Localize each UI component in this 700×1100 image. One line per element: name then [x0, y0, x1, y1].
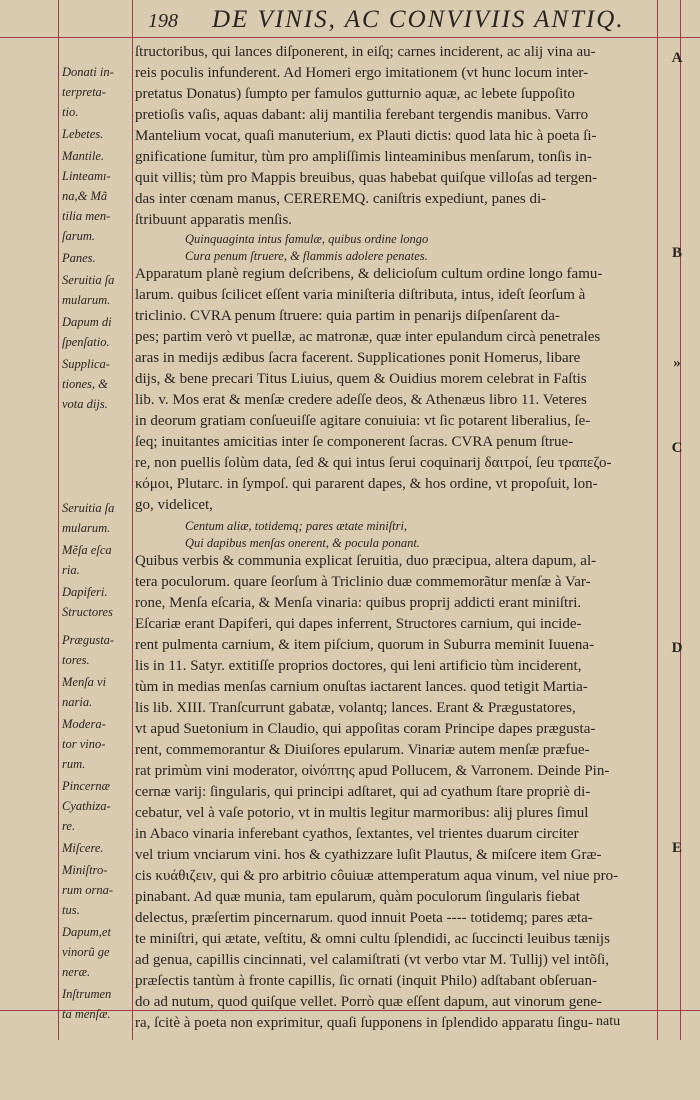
text-line: go, videlicet, — [135, 497, 213, 513]
text-line: quit villis; tùm pro Mappis breuibus, quas habebat quiſque villoſas ad tergen- — [135, 170, 598, 186]
margin-note: Dapum,et — [62, 925, 111, 939]
margin-note: tilia men- — [62, 209, 111, 223]
margin-note: Structores — [62, 605, 113, 619]
text-line: reis poculis infunderent. Ad Homeri ergo imitationem (vt hunc locum inter- — [135, 65, 589, 81]
text-line: Eſcariæ erant Dapiferi, qui dapes inferrent, Structores carnium, qui incide- — [135, 616, 582, 632]
text-line: cernæ varij: ſingularis, qui principi adſtaret, qui ad cyathum ſtare propriè di- — [135, 784, 591, 800]
text-line: lib. v. Mos erat & menſæ credere adeſſe deos, & Athenæus libro 11. Veteres — [135, 392, 587, 408]
text-right-rule — [657, 0, 658, 1040]
margin-note: Seruitia ſa — [62, 501, 115, 515]
text-line: tera poculorum. quare ſeorſum à Triclinio duæ commemorãtur menſæ à Var- — [135, 574, 591, 590]
text-line: ra, ſcitè à poeta non exprimitur, quaſi ſupponens in ſplendido apparatu ſingu- — [135, 1015, 594, 1031]
text-line: das inter cœnam manus, CEREREMQ. caniſtris expediunt, panes di- — [135, 191, 547, 207]
margin-note: rum. — [62, 757, 86, 771]
text-line: vel trium vnciarum vini. hos & cyathizzare luſit Plautus, & miſcere item Græ- — [135, 847, 602, 863]
text-line: re, non puellis ſolùm data, ſed & qui intus ſerui coquinarij δαιτροί, ſeu τραπεζο- — [135, 455, 612, 471]
margin-note: ſarum. — [62, 229, 95, 243]
margin-note: Mẽſa eſca — [62, 543, 112, 557]
text-line: præſectis tantùm à fronte capillis, ſic ornati (inquit Philo) adſtabant obſeruan- — [135, 973, 597, 989]
margin-note: Dapiferi. — [62, 585, 108, 599]
margin-note: Supplica- — [62, 357, 110, 371]
text-line: ad genua, capillis cincinnati, vel calamiſtrati (vt verbo vtar M. Tullij) vel intõſi, — [135, 952, 610, 968]
margin-note: tus. — [62, 903, 80, 917]
margin-note: Pincernæ — [62, 779, 110, 793]
text-line: rone, Menſa eſcaria, & Menſa vinaria: quibus proprij addicti erant miniſtri. — [135, 595, 582, 611]
margin-note: Panes. — [62, 251, 96, 265]
margin-note: Inſtrumen — [62, 987, 112, 1001]
text-line: larum. quibus ſcilicet eſſent varia miniſteria diſtributa, intus, ideſt ſeorſum à — [135, 287, 586, 303]
margin-note: rum orna- — [62, 883, 114, 897]
verse-line: Qui dapibus menſas onerent, & pocula ponant. — [185, 536, 420, 550]
text-line: pes; partim verò vt puellæ, ac matronæ, quæ inter epulandum circà penetrales — [135, 329, 601, 345]
outer-right-rule — [680, 0, 681, 1040]
text-line: cebatur, vel à vaſe potorio, vt in multis legitur marmoribus: alij plures ſimul — [135, 805, 589, 821]
text-line: Apparatum planè regium deſcribens, & delicioſum cultum ordine longo famu- — [135, 266, 603, 282]
header-rule — [0, 37, 700, 38]
text-line: tùm in medias menſas carnium onuſtas iactarent lances. quod tetigit Martia- — [135, 679, 588, 695]
text-line: te miniſtri, qui ætate, veſtitu, & omni cultu ſplendidi, ac ſuccincti leuibus tænijs — [135, 931, 610, 947]
text-line: κόμοι, Plutarc. in ſympoſ. qui pararent dapes, & hos ordine, vt propoſuit, lon- — [135, 476, 598, 492]
text-line: cis κυάθιζειν, qui & pro arbitrio côuiuæ attemperatum aqua vinum, vel niue pro- — [135, 868, 619, 884]
text-line: gnificatione ſumitur, tùm pro ampliſſimis linteaminibus menſarum, tonſis in- — [135, 149, 592, 165]
margin-note: na,& Mã — [62, 189, 108, 203]
margin-note: Miniſtro- — [62, 863, 108, 877]
text-line: dijs, & bene precari Titus Liuius, quem & Ouidius morem celebrat in Faſtis — [135, 371, 587, 387]
margin-note: vinorũ ge — [62, 945, 110, 959]
text-line: in deorum gratiam conſueuiſſe agitare conuiuia: vt ſic potarent liberalius, ſe- — [135, 413, 591, 429]
margin-note: vota dijs. — [62, 397, 108, 411]
verse-line: Cura penum ſtruere, & flammis adolere penates. — [185, 249, 428, 263]
text-line: pretatus Donatus) ſumpto per famulos gutturnio aquæ, ac lebete ſuppoſito — [135, 86, 575, 102]
text-line: triclinio. CVRA penum ſtruere: quia partim in penarijs diſpenſarent da- — [135, 308, 560, 324]
text-line: ſtribuunt apparatis menſis. — [135, 212, 293, 228]
catchword: natu — [596, 1014, 621, 1029]
text-line: rat primùm vini moderator, οἰνόπτης apud Pollucem, & Varronem. Deinde Pin- — [135, 763, 610, 779]
text-line: lis in 11. Satyr. extitiſſe proprios doctores, qui leni artificio tùm inciderent, — [135, 658, 582, 674]
margin-note: ta menſæ. — [62, 1007, 111, 1021]
margin-note: Seruitia ſa — [62, 273, 115, 287]
section-letter-d: D — [671, 640, 683, 656]
margin-note: Menſa vi — [62, 675, 107, 689]
left-margin-rule — [58, 0, 59, 1040]
inner-column-rule — [132, 0, 133, 1040]
margin-note: Miſcere. — [62, 841, 104, 855]
margin-note: mularum. — [62, 521, 111, 535]
text-line: delectus, præſertim pincernarum. quod innuit Poeta ---- totidemq; pares æta- — [135, 910, 593, 926]
text-line: Quibus verbis & communia explicat ſeruitia, duo præcipua, altera dapum, al- — [135, 553, 597, 569]
margin-note: ria. — [62, 563, 80, 577]
section-letter-c: C — [671, 440, 683, 456]
margin-note: Lebetes. — [62, 127, 104, 141]
running-head: DE VINIS, AC CONVIVIIS ANTIQ. — [212, 6, 625, 33]
verse-line: Quinquaginta intus famulæ, quibus ordine longo — [185, 232, 429, 246]
text-line: in Abaco vinaria inferebant cyathos, ſextantes, vel trientes duarum circiter — [135, 826, 579, 842]
text-line: ſtructoribus, qui lances diſponerent, in eiſq; carnes inciderent, ac alij vina au- — [135, 44, 596, 60]
text-line: Mantelium vocat, quaſi manuterium, ex Plauti dictis: quod lata hic à poeta ſi- — [135, 128, 597, 144]
margin-note: tio. — [62, 105, 79, 119]
page-header — [0, 0, 700, 40]
margin-note: Dapum di — [62, 315, 112, 329]
margin-note: Linteamı- — [62, 169, 111, 183]
text-line: lis lib. XIII. Tranſcurrunt gabatæ, volantq; lances. Erant & Prægustatores, — [135, 700, 576, 716]
text-line: vt apud Suetonium in Claudio, qui appoſitas coram Principe dapes prægusta- — [135, 721, 596, 737]
margin-note: Donati in- — [62, 65, 114, 79]
text-line: aras in medijs ædibus ſacra facerent. Supplicationes ponit Homerus, libare — [135, 350, 581, 366]
text-line: pinabant. Ad quæ munia, tam epularum, quàm poculorum ſingularis fiebat — [135, 889, 580, 905]
text-line: rent pulmenta carnium, & item piſcium, quorum in Suburra meminit Iuuena- — [135, 637, 595, 653]
page-number: 198 — [148, 10, 178, 32]
verse-line: Centum aliæ, totidemq; pares ætate miniſtri, — [185, 519, 408, 533]
margin-note: Cyathiza- — [62, 799, 111, 813]
text-line: ſeq; inuitantes amicitias inter ſe componerent ſacras. CVRA penum ſtrue- — [135, 434, 574, 450]
margin-note: Mantile. — [62, 149, 105, 163]
margin-note: Modera- — [62, 717, 106, 731]
text-line: pretioſis vaſis, aquas dabant: alij mantilia ferebant tergendis manibus. Varro — [135, 107, 589, 123]
margin-note: neræ. — [62, 965, 91, 979]
section-letter-e: E — [671, 840, 682, 856]
margin-note: mularum. — [62, 293, 111, 307]
margin-note: tor vino- — [62, 737, 106, 751]
section-letter-b: B — [671, 245, 682, 261]
margin-note: re. — [62, 819, 76, 833]
margin-note: terpreta- — [62, 85, 106, 99]
margin-note: tores. — [62, 653, 90, 667]
text-line: rent, commemorantur & Diuiſores epularum. Vinariæ autem menſæ præfue- — [135, 742, 590, 758]
section-letter-mark: » — [673, 355, 681, 371]
margin-note: tiones, & — [62, 377, 108, 391]
margin-note: Prægusta- — [62, 633, 115, 647]
margin-note: naria. — [62, 695, 93, 709]
margin-note: ſpenſatio. — [62, 335, 110, 349]
text-line: do ad nutum, quod quiſque vellet. Porrò quæ eſſent dapum, aut vinorum gene- — [135, 994, 602, 1010]
section-letter-a: A — [671, 50, 683, 66]
